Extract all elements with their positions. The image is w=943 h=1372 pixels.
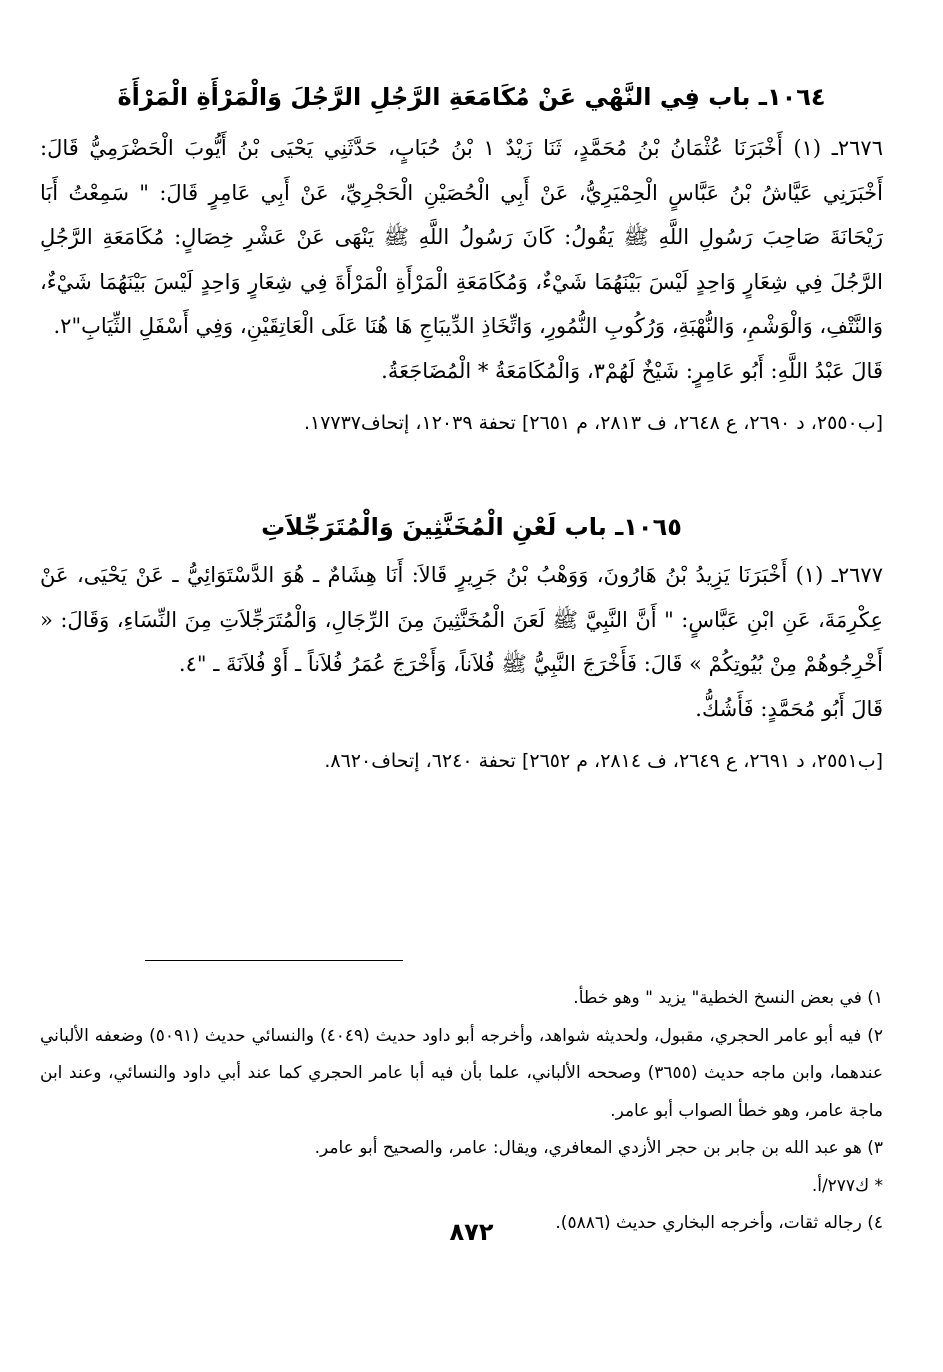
- footnote-manuscript-mark: * ك٢٧٧/أ.: [811, 1175, 883, 1196]
- chapter-heading-1064: ١٠٦٤ـ باب فِي النَّهْي عَنْ مُكَامَعَةِ الرَّجُلِ الرَّجُلَ وَالْمَرْأَةِ الْمَرْأَةَ: [117, 83, 826, 111]
- footnotes: [40, 980, 883, 1243]
- hadith-commentary: قَالَ أَبُو مُحَمَّدٍ: فَأَشُكُّ.: [695, 696, 883, 721]
- hadith-2677: [40, 553, 883, 784]
- footnote-3: ٣) هو عبد الله بن جابر بن حجر الأزدي المعافري، ويقال: عامر، والصحيح أبو عامر.: [314, 1138, 883, 1158]
- hadith-text: ٢٦٧٧ـ (١) أَخْبَرَنَا يَزِيدُ بْنُ هَارُونَ، وَوَهْبُ بْنُ جَرِيرٍ قَالاَ: أَنَا هِشَامٌ ـ هُوَ الدَّسْتَوَائِيُّ ـ عَنْ يَحْيَى، عَنْ عِكْرِمَةَ، عَنِ ابْنِ عَبَّاسٍ: " أَنَّ النَّبِيَّ ﷺ لَعَنَ الْمُخَنَّثِينَ مِنَ الرِّجَالِ، وَالْمُتَرَجِّلاَتِ مِنَ النِّسَاءِ، وَقَالَ: « أَخْرِجُوهُمْ مِنْ بُيُوتِكُمْ » قَالَ: فَأَخْرَجَ النَّبِيُّ ﷺ فُلاَناً، وَأَخْرَجَ عُمَرُ فُلاَناً ـ أَوْ فُلاَنَةَ ـ "٤.: [40, 563, 883, 676]
- footnote-separator: [145, 960, 403, 961]
- hadith-references: [ب٢٥٥١، د ٢٦٩١، ع ٢٦٤٩، ف ٢٨١٤، م ٢٦٥٢] تحفة ٦٢٤٠، إتحاف٨٦٢٠.: [324, 750, 883, 772]
- hadith-text: ٢٦٧٦ـ (١) أَخْبَرَنَا عُثْمَانُ بْنُ مُحَمَّدٍ، ثَنَا زَيْدٌ ١ بْنُ حُبَابٍ، حَدَّثَنِي يَحْيَى بْنُ أَيُّوبَ الْحَضْرَمِيُّ قَالَ: أَخْبَرَنِي عَيَّاشُ بْنُ عَبَّاسٍ الْحِمْيَرِيُّ، عَنْ أَبِي الْحُصَيْنِ الْحَجْرِيِّ، عَنْ أَبِي عَامِرٍ قَالَ: " سَمِعْتُ أَبَا رَيْحَانَةَ صَاحِبَ رَسُولِ اللَّهِ ﷺ يَقُولُ: كَانَ رَسُولُ اللَّهِ ﷺ يَنْهَى عَنْ عَشْرِ خِصَالٍ: مُكَامَعَةِ الرَّجُلِ الرَّجُلَ فِي شِعَارٍ وَاحِدٍ لَيْسَ بَيْنَهُمَا شَيْءٌ، وَمُكَامَعَةِ الْمَرْأَةِ الْمَرْأَةَ فِي شِعَارٍ وَاحِدٍ لَيْسَ بَيْنَهُمَا شَيْءٌ، وَالنَّتْفِ، وَالْوَشْمِ، وَالنُّهْبَةِ، وَرُكُوبِ النُّمُورِ، وَاتِّخَاذِ الدِّيبَاجِ هَا هُنَا عَلَى الْعَاتِقَيْنِ، وَفِي أَسْفَلِ الثِّيَابِ"٢.: [40, 136, 883, 338]
- page-number: ٨٧٢: [449, 1218, 494, 1246]
- hadith-commentary: قَالَ عَبْدُ اللَّهِ: أَبُو عَامِرٍ: شَيْخٌ لَهُمْ٣، وَالْمُكَامَعَةُ * الْمُضَاجَعَةُ.: [381, 358, 883, 383]
- hadith-references: [ب٢٥٥٠، د ٢٦٩٠، ع ٢٦٤٨، ف ٢٨١٣، م ٢٦٥١] تحفة ١٢٠٣٩، إتحاف١٧٧٣٧.: [303, 412, 883, 434]
- footnote-1: ١) في بعض النسخ الخطية" يزيد " وهو خطأ.: [573, 988, 883, 1008]
- footnote-2: ٢) فيه أبو عامر الحجري، مقبول، ولحديثه شواهد، وأخرجه أبو داود حديث (٤٠٤٩) والنسائي حديث (٥٠٩١) وضعفه الألباني عندهما، وابن ماجه حديث (٣٦٥٥) وصححه الألباني، علما بأن فيه أبا عامر الحجري كما عند أبي داود والنسائي، وعند ابن ماجة عامر، وهو خطأ الصواب أبو عامر.: [40, 1025, 883, 1121]
- chapter-heading-1065: ١٠٦٥ـ باب لَعْنِ الْمُخَنَّثِينَ وَالْمُتَرَجِّلاَتِ: [261, 513, 682, 541]
- footnote-4: ٤) رجاله ثقات، وأخرجه البخاري حديث (٥٨٨٦).: [555, 1213, 883, 1233]
- hadith-2676: [40, 126, 883, 446]
